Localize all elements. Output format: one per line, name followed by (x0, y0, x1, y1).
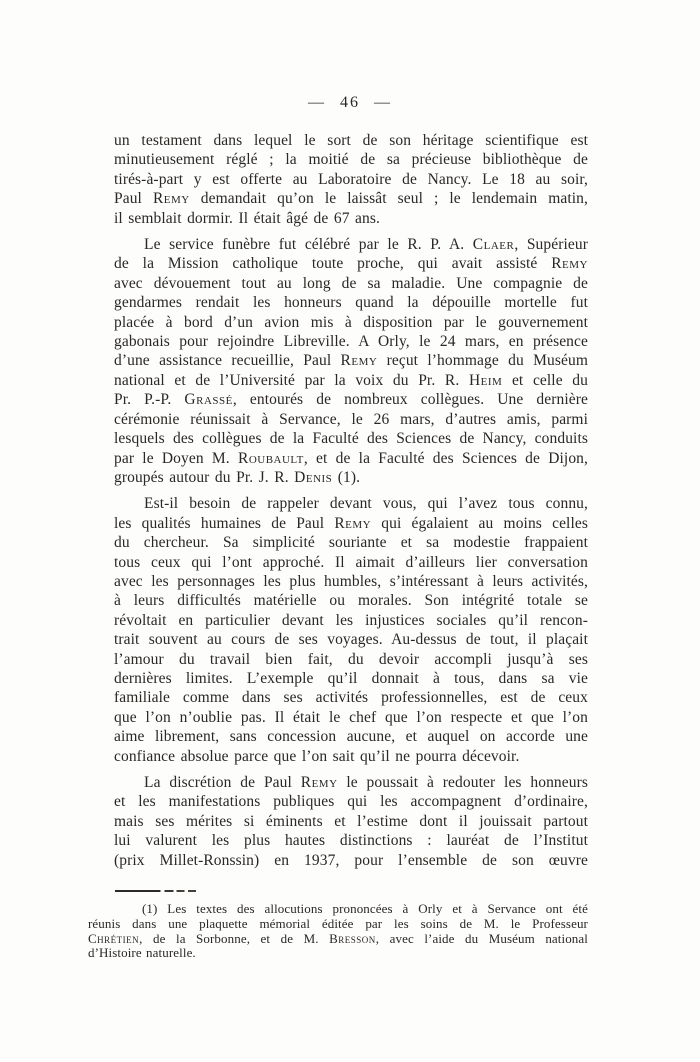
text-line: groupés autour du Pr. J. R. Denis (1). (114, 468, 361, 486)
text-line: dernières limites. L’exemple qu’il donnait à tous, dans sa vie (114, 669, 588, 687)
text-line: Paul Remy demandait qu’on le laissât seul ; le lendemain matin, (114, 190, 588, 208)
smallcaps-name: Claer (472, 236, 515, 254)
text-line: Le service funèbre fut célébré par le R. P. A. Claer, Supérieur (144, 236, 588, 254)
body-text-block (114, 131, 588, 870)
text-line: gendarmes rendait les honneurs quand la dépouille mortelle fut (114, 294, 588, 312)
paragraph (114, 773, 588, 870)
text-line: l’amour du travail bien fait, du devoir accompli jusqu’à ses (114, 650, 588, 668)
text-line: et les manifestations publiques qui les accompagnent d’ordinaire, (114, 793, 588, 811)
text-line: minutieusement réglé ; la moitié de sa précieuse bibliothèque de (114, 151, 588, 169)
text-line: Est-il besoin de rappeler devant vous, qui l’avez tous connu, (144, 495, 588, 513)
text-line: de la Mission catholique toute proche, qui avait assisté Remy (114, 255, 588, 273)
smallcaps-name: Remy (340, 352, 378, 370)
text-line: placée à bord d’un avion mis à disposition par le gouvernement (114, 313, 588, 331)
footnote-rule (115, 890, 196, 892)
footnote (88, 902, 588, 961)
text-line: un testament dans lequel le sort de son héritage scientifique est (114, 132, 588, 149)
smallcaps-name: Remy (551, 255, 588, 273)
smallcaps-name: Denis (294, 468, 333, 486)
text-line: national et de l’Université par la voix du Pr. R. Heim et celle du (114, 371, 589, 389)
text-line: avec les personnages les plus humbles, s’intéressant à leurs activités, (114, 572, 588, 590)
smallcaps-name: Roubault (237, 449, 304, 467)
footnote-line: Chrétien, de la Sorbonne, et de M. Bresson, avec l’aide du Muséum national (88, 930, 588, 946)
text-line: d’une assistance recueillie, Paul Remy reçut l’hommage du Muséum (114, 352, 588, 370)
text-line: du chercheur. Sa simplicité souriante et sa modestie frappaient (114, 534, 588, 552)
paragraph (114, 131, 588, 228)
text-line: aime librement, sans concession aucune, et auquel on accorde une (114, 728, 588, 746)
paragraph (114, 494, 588, 766)
smallcaps-name: Bresson (329, 930, 376, 946)
smallcaps-name: Heim (468, 371, 503, 389)
text-line: il semblait dormir. Il était âgé de 67 ans. (114, 209, 380, 227)
smallcaps-name: Remy (334, 514, 372, 532)
footnote-line: (1) Les textes des allocutions prononcées à Orly et à Servance ont été (142, 901, 588, 916)
footnote-line: réunis dans une plaquette mémorial éditée par les soins de M. le Professeur (88, 915, 588, 931)
text-line: familiale comme dans ses activités professionnelles, est de ceux (114, 689, 588, 707)
text-line: Pr. P.-P. Grassé, entourés de nombreux collègues. Une dernière (114, 391, 588, 409)
text-line: révoltait en particulier devant les injustices sociales qu’il rencon- (114, 611, 588, 629)
text-line: que l’on n’oublie pas. Il était le chef que l’on respecte et que l’on (114, 708, 588, 726)
text-line: (prix Millet-Ronssin) en 1937, pour l’ensemble de son œuvre (114, 851, 588, 869)
text-line: tous ceux qui l’ont approché. Il aimait d’ailleurs lier conversation (114, 553, 588, 571)
text-line: à leurs difficultés matérielle ou morales. Son intégrité totale se (114, 592, 588, 610)
text-line: La discrétion de Paul Remy le poussait à redouter les honneurs (144, 774, 588, 791)
footnote-line: d’Histoire naturelle. (88, 945, 196, 961)
page-number: — 46 — (308, 94, 392, 111)
text-line: mais ses mérites si éminents et l’estime dont il jouissait partout (114, 812, 588, 830)
text-line: les qualités humaines de Paul Remy qui égalaient au moins celles (114, 514, 588, 532)
text-line: cérémonie réunissait à Servance, le 26 mars, d’autres amis, parmi (114, 410, 588, 428)
text-line: trait souvent au cours de ses voyages. Au-dessus de tout, il plaçait (114, 631, 588, 649)
text-line: lesquels des collègues de la Faculté des Sciences de Nancy, conduits (114, 430, 588, 448)
text-line: tirés-à-part y est offerte au Laboratoire de Nancy. Le 18 au soir, (114, 170, 588, 188)
smallcaps-name: Grassé (184, 391, 233, 409)
text-line: par le Doyen M. Roubault, et de la Faculté des Sciences de Dijon, (114, 449, 588, 467)
smallcaps-name: Chrétien (88, 930, 140, 946)
text-line: confiance absolue parce que l’on sait qu’il ne pourra décevoir. (114, 747, 520, 765)
smallcaps-name: Remy (300, 774, 338, 791)
text-line: avec dévouement tout au long de sa maladie. Une compagnie de (114, 274, 588, 292)
smallcaps-name: Remy (152, 190, 190, 208)
paragraph (114, 235, 588, 487)
text-line: gabonais pour rejoindre Libreville. A Orly, le 24 mars, en présence (114, 333, 588, 351)
text-line: lui valurent les plus hautes distinctions : lauréat de l’Institut (114, 832, 588, 850)
